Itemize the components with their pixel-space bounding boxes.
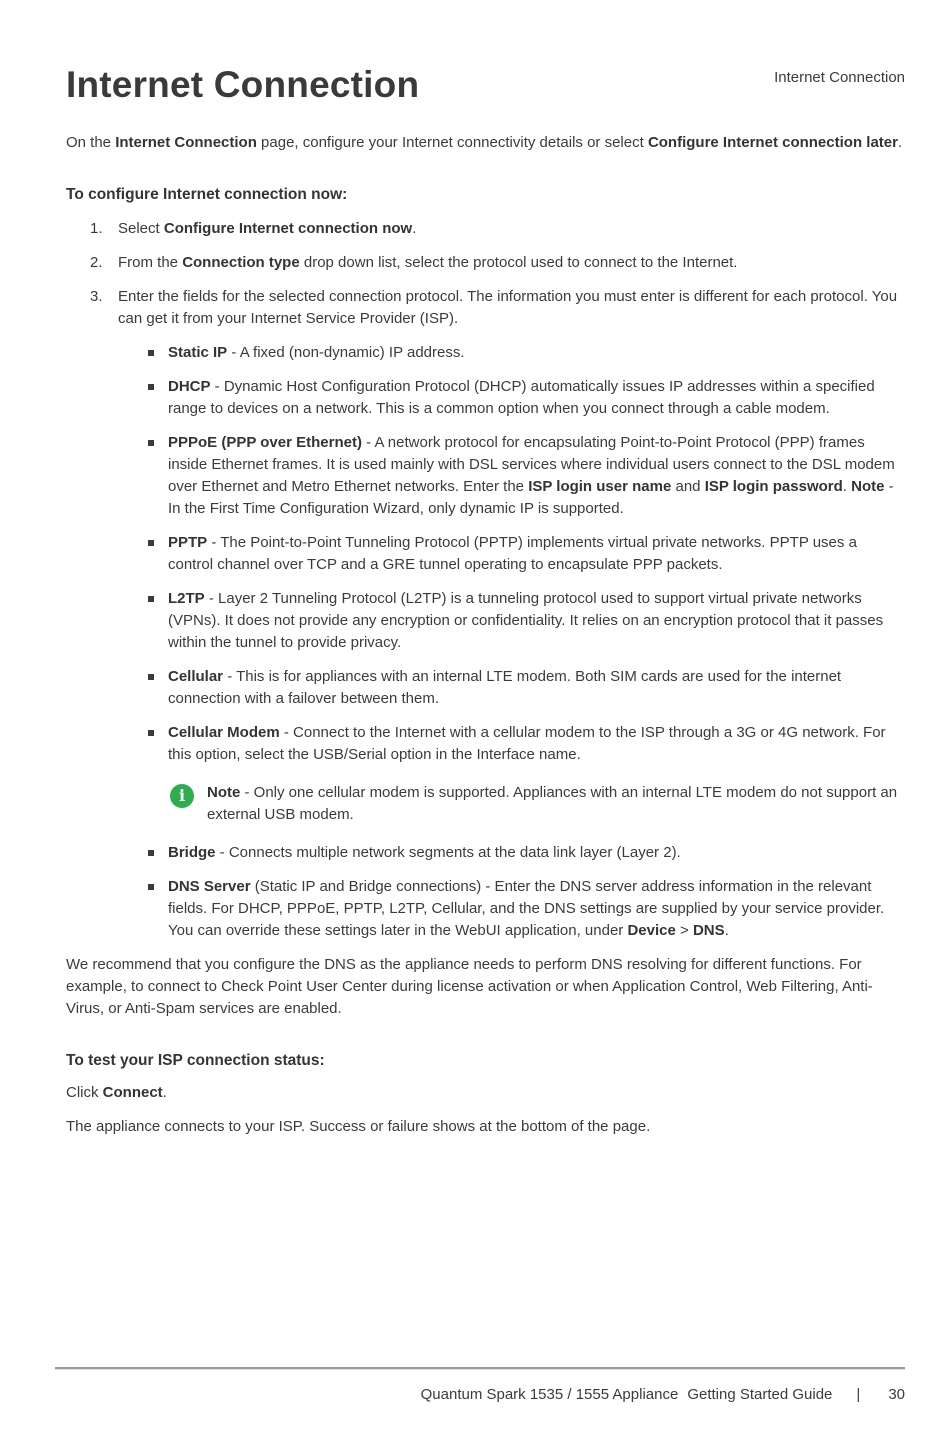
step-text: From the Connection type drop down list, select the protocol used to connect to the Internet. xyxy=(118,254,738,271)
bullet-marker-icon xyxy=(148,350,154,356)
bullet-marker-icon xyxy=(148,540,154,546)
bullet-marker-icon xyxy=(148,596,154,602)
connect-result-paragraph: The appliance connects to your ISP. Success or failure shows at the bottom of the page. xyxy=(66,1118,651,1135)
bullet-item-3 xyxy=(66,432,904,520)
bullet-item-10 xyxy=(66,876,904,942)
bullet-marker-icon xyxy=(148,384,154,390)
info-icon: i xyxy=(170,784,194,808)
step-text: Enter the fields for the selected connection protocol. The information you must enter is different for each protocol. You can get it from your Internet Service Provider (ISP). xyxy=(118,288,898,327)
bullet-text: Static IP - A fixed (non-dynamic) IP address. xyxy=(168,344,465,361)
bullet-text: Bridge - Connects multiple network segments at the data link layer (Layer 2). xyxy=(168,844,681,861)
page-title: Internet Connection xyxy=(66,64,420,105)
steps-list xyxy=(66,218,904,330)
bullet-item-7 xyxy=(66,722,904,766)
step-number: 2. xyxy=(90,254,103,271)
connection-types-list xyxy=(66,342,904,942)
bullet-marker-icon xyxy=(148,730,154,736)
bullet-item-9 xyxy=(66,842,904,864)
note-block xyxy=(170,782,904,826)
bullet-marker-icon xyxy=(148,850,154,856)
click-connect-paragraph: Click Connect. xyxy=(66,1084,167,1101)
section-heading-configure: To configure Internet connection now: xyxy=(66,186,348,203)
step-number: 1. xyxy=(90,220,103,237)
bullet-text: Cellular - This is for appliances with an internal LTE modem. Both SIM cards are used for the internet connection with a failover between them. xyxy=(168,668,842,707)
step-item-1 xyxy=(66,218,904,240)
bullet-marker-icon xyxy=(148,440,154,446)
bullet-text: PPTP - The Point-to-Point Tunneling Protocol (PPTP) implements virtual private networks. PPTP uses a control channel over TCP and a GRE tunnel operating to encapsulate PPP packets. xyxy=(168,534,857,573)
bullet-item-1 xyxy=(66,342,904,364)
bullet-item-5 xyxy=(66,588,904,654)
step-item-2 xyxy=(66,252,904,274)
footer xyxy=(421,1386,905,1403)
dns-recommendation-paragraph: We recommend that you configure the DNS as the appliance needs to perform DNS resolving for different functions. For example, to connect to Check Point User Center during license activation or when Application Control, Web Filtering, Anti-Virus, or Anti-Spam services are enabled. xyxy=(66,956,873,1017)
bullet-marker-icon xyxy=(148,884,154,890)
intro-paragraph: On the Internet Connection page, configure your Internet connectivity details or select Configure Internet connection later. xyxy=(66,134,903,151)
document-page xyxy=(0,64,950,1433)
bullet-item-2 xyxy=(66,376,904,420)
step-item-3 xyxy=(66,286,904,330)
footer-separator: | xyxy=(856,1386,861,1403)
bullet-text: PPPoE (PPP over Ethernet) - A network protocol for encapsulating Point-to-Point Protocol (PPP) frames inside Ethernet frames. It is used mainly with DSL services where individual users connect to the DSL modem over Ethernet and Metro Ethernet networks. Enter the ISP login user name and ISP login password. Note - In the First Time Configuration Wizard, only dynamic IP is supported. xyxy=(168,434,895,517)
footer-guide-name: Getting Started Guide xyxy=(687,1386,833,1403)
bullet-text: Cellular Modem - Connect to the Internet with a cellular modem to the ISP through a 3G or 4G network. For this option, select the USB/Serial option in the Interface name. xyxy=(168,724,886,763)
bullet-item-4 xyxy=(66,532,904,576)
bullet-text: DHCP - Dynamic Host Configuration Protocol (DHCP) automatically issues IP addresses within a specified range to devices on a network. This is a common option when you connect through a cable modem. xyxy=(168,378,875,417)
footer-page-number: 30 xyxy=(888,1386,905,1403)
bullet-text: L2TP - Layer 2 Tunneling Protocol (L2TP) is a tunneling protocol used to support virtual private networks (VPNs). It does not provide any encryption or confidentiality. It relies on an encryption protocol that it passes within the tunnel to provide privacy. xyxy=(168,590,884,651)
step-number: 3. xyxy=(90,288,103,305)
step-text: Select Configure Internet connection now. xyxy=(118,220,417,237)
bullet-item-6 xyxy=(66,666,904,710)
note-text: Note - Only one cellular modem is supported. Appliances with an internal LTE modem do not support an external USB modem. xyxy=(207,784,898,823)
section-heading-test: To test your ISP connection status: xyxy=(66,1052,325,1069)
running-header: Internet Connection xyxy=(774,69,905,86)
bullet-marker-icon xyxy=(148,674,154,680)
bullet-text: DNS Server (Static IP and Bridge connections) - Enter the DNS server address information in the relevant fields. For DHCP, PPPoE, PPTP, L2TP, Cellular, and the DNS settings are supplied by your service provider. You can override these settings later in the WebUI application, under Device > DNS. xyxy=(168,878,885,939)
footer-product-name: Quantum Spark 1535 / 1555 Appliance xyxy=(420,1386,679,1403)
